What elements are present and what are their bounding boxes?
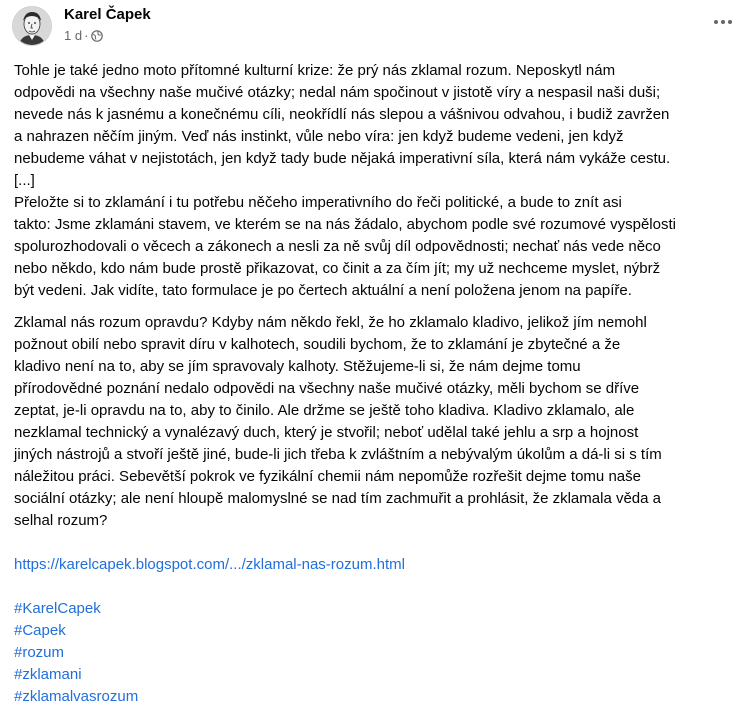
- post-paragraph-1: Tohle je také jedno moto přítomné kulturní krize: že prý nás zklamal rozum. Neposkytl nám odpovědi na všechny naše mučivé otázky; nedal nám spočinout v jistotě víry a nespasil naši duši; nevede nás k jasnému a konečnému cíli, neokřídlí nás slepou a vášnivou odvahou, i budiž zavržen a nahrazen něčím jiným. Veď nás instinkt, vůle nebo víra: jen když budeme vedeni, jen když nebudeme váhat v nejistotách, jen když tady bude nějaká imperativní síla, která nám vykáže cestu. [...] Přeložte si to zklamání i tu potřebu něčeho imperativního do řeči politické, a bude to znít asi takto: Jsme zklamáni stavem, ve kterém se na nás žádalo, abychom podle své rozumové vyspělosti spolurozhodovali o věcech a zákonech a nesli za ně svůj díl odpovědnosti; nechať nás vede něco nebo někdo, kdo nám bude prostě přikazovat, co činit a za čím jít; my už nechceme myslet, nýbrž být vedeni. Jak vidíte, tato formulace je po čertech aktuální a není položena jenom na papíře.: [14, 62, 676, 299]
- more-dot: [728, 20, 732, 24]
- post-link-line: [14, 532, 736, 576]
- hashtag-link[interactable]: #zklamalvasrozum: [14, 688, 139, 705]
- avatar[interactable]: [12, 6, 52, 46]
- meta-separator: ·: [84, 28, 89, 43]
- more-dot: [714, 20, 718, 24]
- post-paragraph-2: Zklamal nás rozum opravdu? Kdyby nám někdo řekl, že ho zklamalo kladivo, jelikož jím nemohl požnout obilí nebo spravit díru v kalhotech, soudili bychom, že to zklamání je zbytečné a že kladivo není na to, aby se jím spravovaly kalhoty. Stěžujeme-li si, že nám dejme tomu přírodovědné poznání nedalo odpovědi na všechny naše mučivé otázky, měli bychom se dříve zeptat, je-li opravdu na to, aby to činilo. Ale držme se ještě toho kladiva. Kladivo zklamalo, ale nezklamal technický a vynalézavý duch, který je stvořil; neboť udělal také jehlu a srp a hojnost jiných nástrojů a stvoří ještě jiné, bude-li jich třeba k zvláštním a nebývalým úkolům a dá-li si s tím náležitou práci. Sebevětší pokrok ve fyzikální chemii nám nepomůže rozřešit dejme tomu naše sociální otázky; ale není hloupě malomyslné se nad tím zachmuřit a prohlásit, že zklamala věda a selhal rozum?: [14, 314, 662, 529]
- more-options-icon[interactable]: [709, 12, 737, 32]
- more-dot: [721, 20, 725, 24]
- hashtag-link[interactable]: #Capek: [14, 622, 66, 639]
- post-meta: [64, 28, 103, 44]
- globe-icon[interactable]: [91, 30, 103, 42]
- author-name[interactable]: Karel Čapek: [64, 6, 151, 23]
- hashtag-link[interactable]: #zklamani: [14, 666, 82, 683]
- post-header: [0, 0, 749, 50]
- hashtags: [14, 576, 736, 708]
- portrait-avatar: [13, 7, 51, 45]
- article-link[interactable]: https://karelcapek.blogspot.com/.../zklamal-nas-rozum.html: [14, 556, 405, 573]
- hashtag-link[interactable]: #KarelCapek: [14, 600, 101, 617]
- post-body: [14, 60, 736, 708]
- post-time[interactable]: 1 d: [64, 28, 83, 43]
- hashtag-link[interactable]: #rozum: [14, 644, 65, 661]
